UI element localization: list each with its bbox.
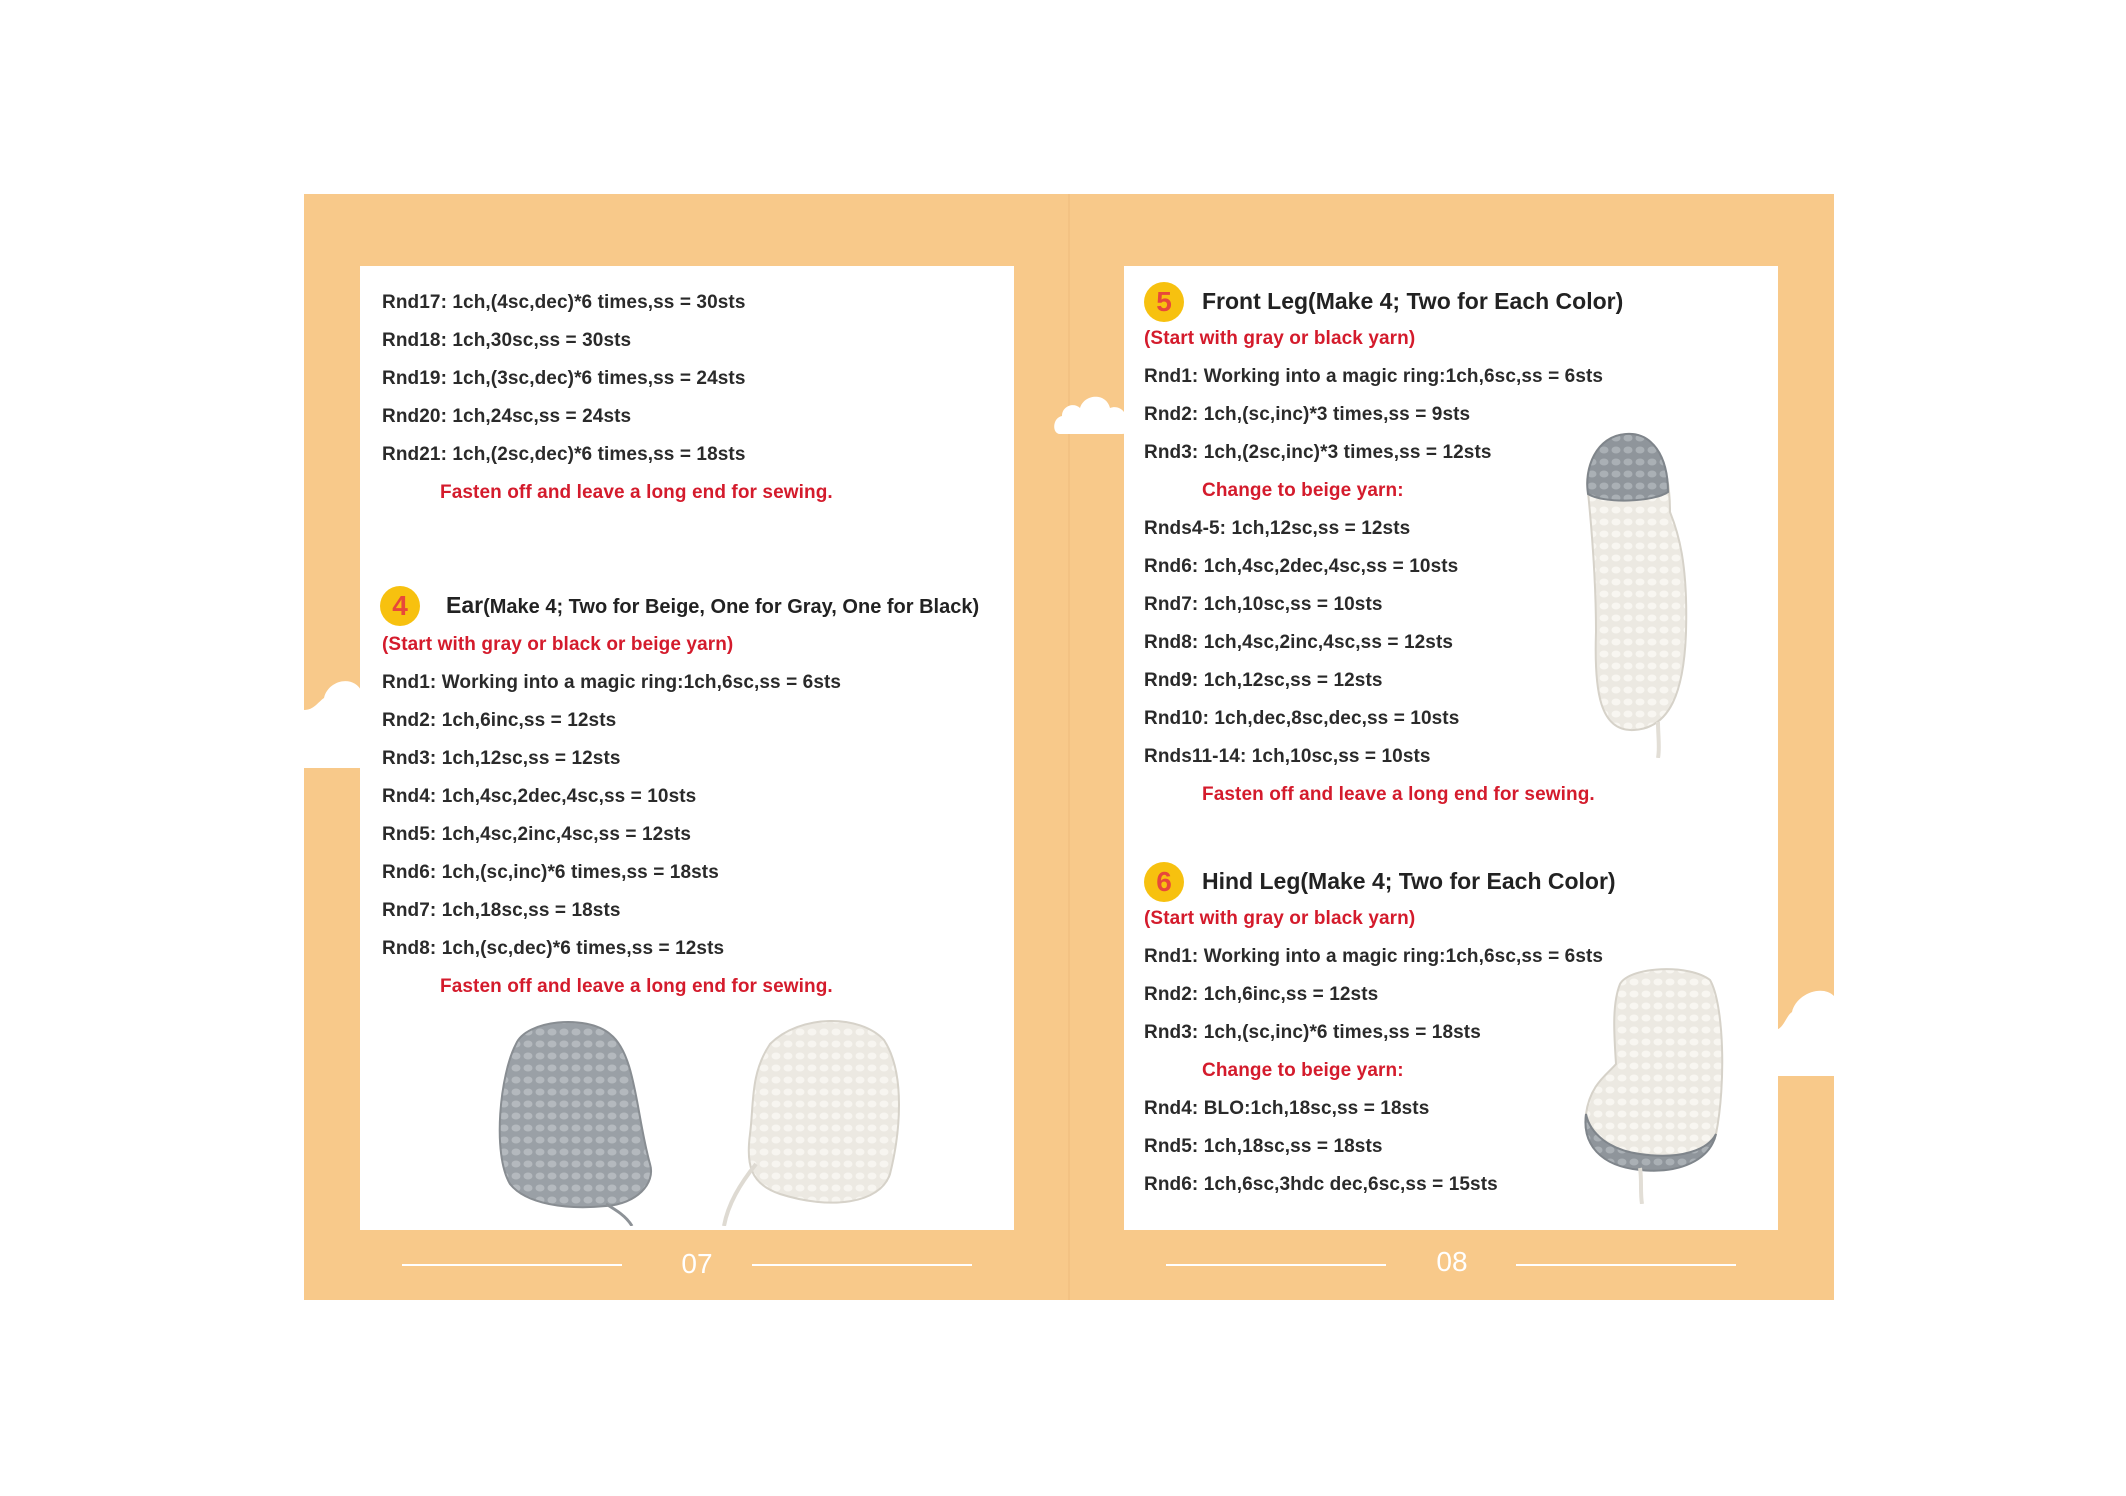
footer-rule <box>1166 1264 1386 1266</box>
section-title: Front Leg(Make 4; Two for Each Color) <box>1202 288 1624 314</box>
start-note: (Start with gray or black yarn) <box>1144 908 1416 929</box>
page-number: 08 <box>1436 1246 1468 1277</box>
section-number-badge: 4 <box>380 586 420 626</box>
instruction-line: Rnds4-5: 1ch,12sc,ss = 12sts <box>1144 518 1411 539</box>
section-title: Ear <box>446 592 484 618</box>
hind-leg-photo <box>1580 964 1730 1204</box>
cloud-icon <box>304 670 362 768</box>
section-heading <box>1202 288 1623 315</box>
section-subtitle: (Make 4; Two for Beige, One for Gray, One for Black) <box>483 596 980 618</box>
instruction-line: Rnd4: 1ch,4sc,2dec,4sc,ss = 10sts <box>382 786 697 807</box>
instruction-line: Rnd3: 1ch,(2sc,inc)*3 times,ss = 12sts <box>1144 442 1492 463</box>
instruction-line: Rnd10: 1ch,dec,8sc,dec,ss = 10sts <box>1144 708 1460 729</box>
section-heading <box>1202 868 1616 895</box>
instruction-line: Rnd1: Working into a magic ring:1ch,6sc,ss = 6sts <box>1144 366 1604 387</box>
instruction-line: Rnd6: 1ch,6sc,3hdc dec,6sc,ss = 15sts <box>1144 1174 1498 1195</box>
spine <box>1068 194 1070 1300</box>
instruction-line: Rnd3: 1ch,(sc,inc)*6 times,ss = 18sts <box>1144 1022 1481 1043</box>
fasten-note: Fasten off and leave a long end for sewing. <box>440 976 833 997</box>
instruction-line: Rnd2: 1ch,6inc,ss = 12sts <box>382 710 617 731</box>
instruction-line: Rnd5: 1ch,18sc,ss = 18sts <box>1144 1136 1383 1157</box>
instruction-line: Rnd5: 1ch,4sc,2inc,4sc,ss = 12sts <box>382 824 692 845</box>
instruction-line: Rnd7: 1ch,10sc,ss = 10sts <box>1144 594 1383 615</box>
instruction-line: Rnd20: 1ch,24sc,ss = 24sts <box>382 406 632 427</box>
instruction-line: Rnd3: 1ch,12sc,ss = 12sts <box>382 748 621 769</box>
instruction-line: Rnd4: BLO:1ch,18sc,ss = 18sts <box>1144 1098 1430 1119</box>
instruction-line: Rnd2: 1ch,6inc,ss = 12sts <box>1144 984 1379 1005</box>
book-spread <box>304 194 1834 1300</box>
front-leg-photo <box>1574 432 1704 758</box>
section-number-badge: 5 <box>1144 282 1184 322</box>
color-change-note: Change to beige yarn: <box>1202 1060 1404 1081</box>
fasten-note: Fasten off and leave a long end for sewing. <box>1202 784 1595 805</box>
instruction-line: Rnd2: 1ch,(sc,inc)*3 times,ss = 9sts <box>1144 404 1471 425</box>
instruction-line: Rnd6: 1ch,(sc,inc)*6 times,ss = 18sts <box>382 862 719 883</box>
instruction-line: Rnd9: 1ch,12sc,ss = 12sts <box>1144 670 1383 691</box>
instruction-line: Rnd6: 1ch,4sc,2dec,4sc,ss = 10sts <box>1144 556 1459 577</box>
instruction-line: Rnd1: Working into a magic ring:1ch,6sc,ss = 6sts <box>1144 946 1604 967</box>
instruction-line: Rnd7: 1ch,18sc,ss = 18sts <box>382 900 621 921</box>
beige-ear-photo <box>710 1014 910 1226</box>
right-page-panel <box>1124 266 1778 1230</box>
start-note: (Start with gray or black or beige yarn) <box>382 634 734 655</box>
section-heading <box>446 592 979 619</box>
page-number: 07 <box>681 1248 713 1279</box>
instruction-line: Rnd18: 1ch,30sc,ss = 30sts <box>382 330 632 351</box>
footer-rule <box>752 1264 972 1266</box>
color-change-note: Change to beige yarn: <box>1202 480 1404 501</box>
section-title: Hind Leg(Make 4; Two for Each Color) <box>1202 868 1616 894</box>
instruction-line: Rnd8: 1ch,(sc,dec)*6 times,ss = 12sts <box>382 938 725 959</box>
fasten-note: Fasten off and leave a long end for sewing. <box>440 482 833 503</box>
instruction-line: Rnd8: 1ch,4sc,2inc,4sc,ss = 12sts <box>1144 632 1454 653</box>
left-page-panel <box>360 266 1014 1230</box>
section-number-badge: 6 <box>1144 862 1184 902</box>
start-note: (Start with gray or black yarn) <box>1144 328 1416 349</box>
footer-rule <box>1516 1264 1736 1266</box>
footer-rule <box>402 1264 622 1266</box>
instruction-line: Rnd17: 1ch,(4sc,dec)*6 times,ss = 30sts <box>382 292 746 313</box>
instruction-line: Rnd1: Working into a magic ring:1ch,6sc,ss = 6sts <box>382 672 842 693</box>
instruction-line: Rnd21: 1ch,(2sc,dec)*6 times,ss = 18sts <box>382 444 746 465</box>
instruction-line: Rnds11-14: 1ch,10sc,ss = 10sts <box>1144 746 1431 767</box>
cloud-icon <box>1052 388 1132 436</box>
gray-ear-photo <box>486 1014 666 1226</box>
cloud-icon <box>1776 984 1834 1076</box>
instruction-line: Rnd19: 1ch,(3sc,dec)*6 times,ss = 24sts <box>382 368 746 389</box>
